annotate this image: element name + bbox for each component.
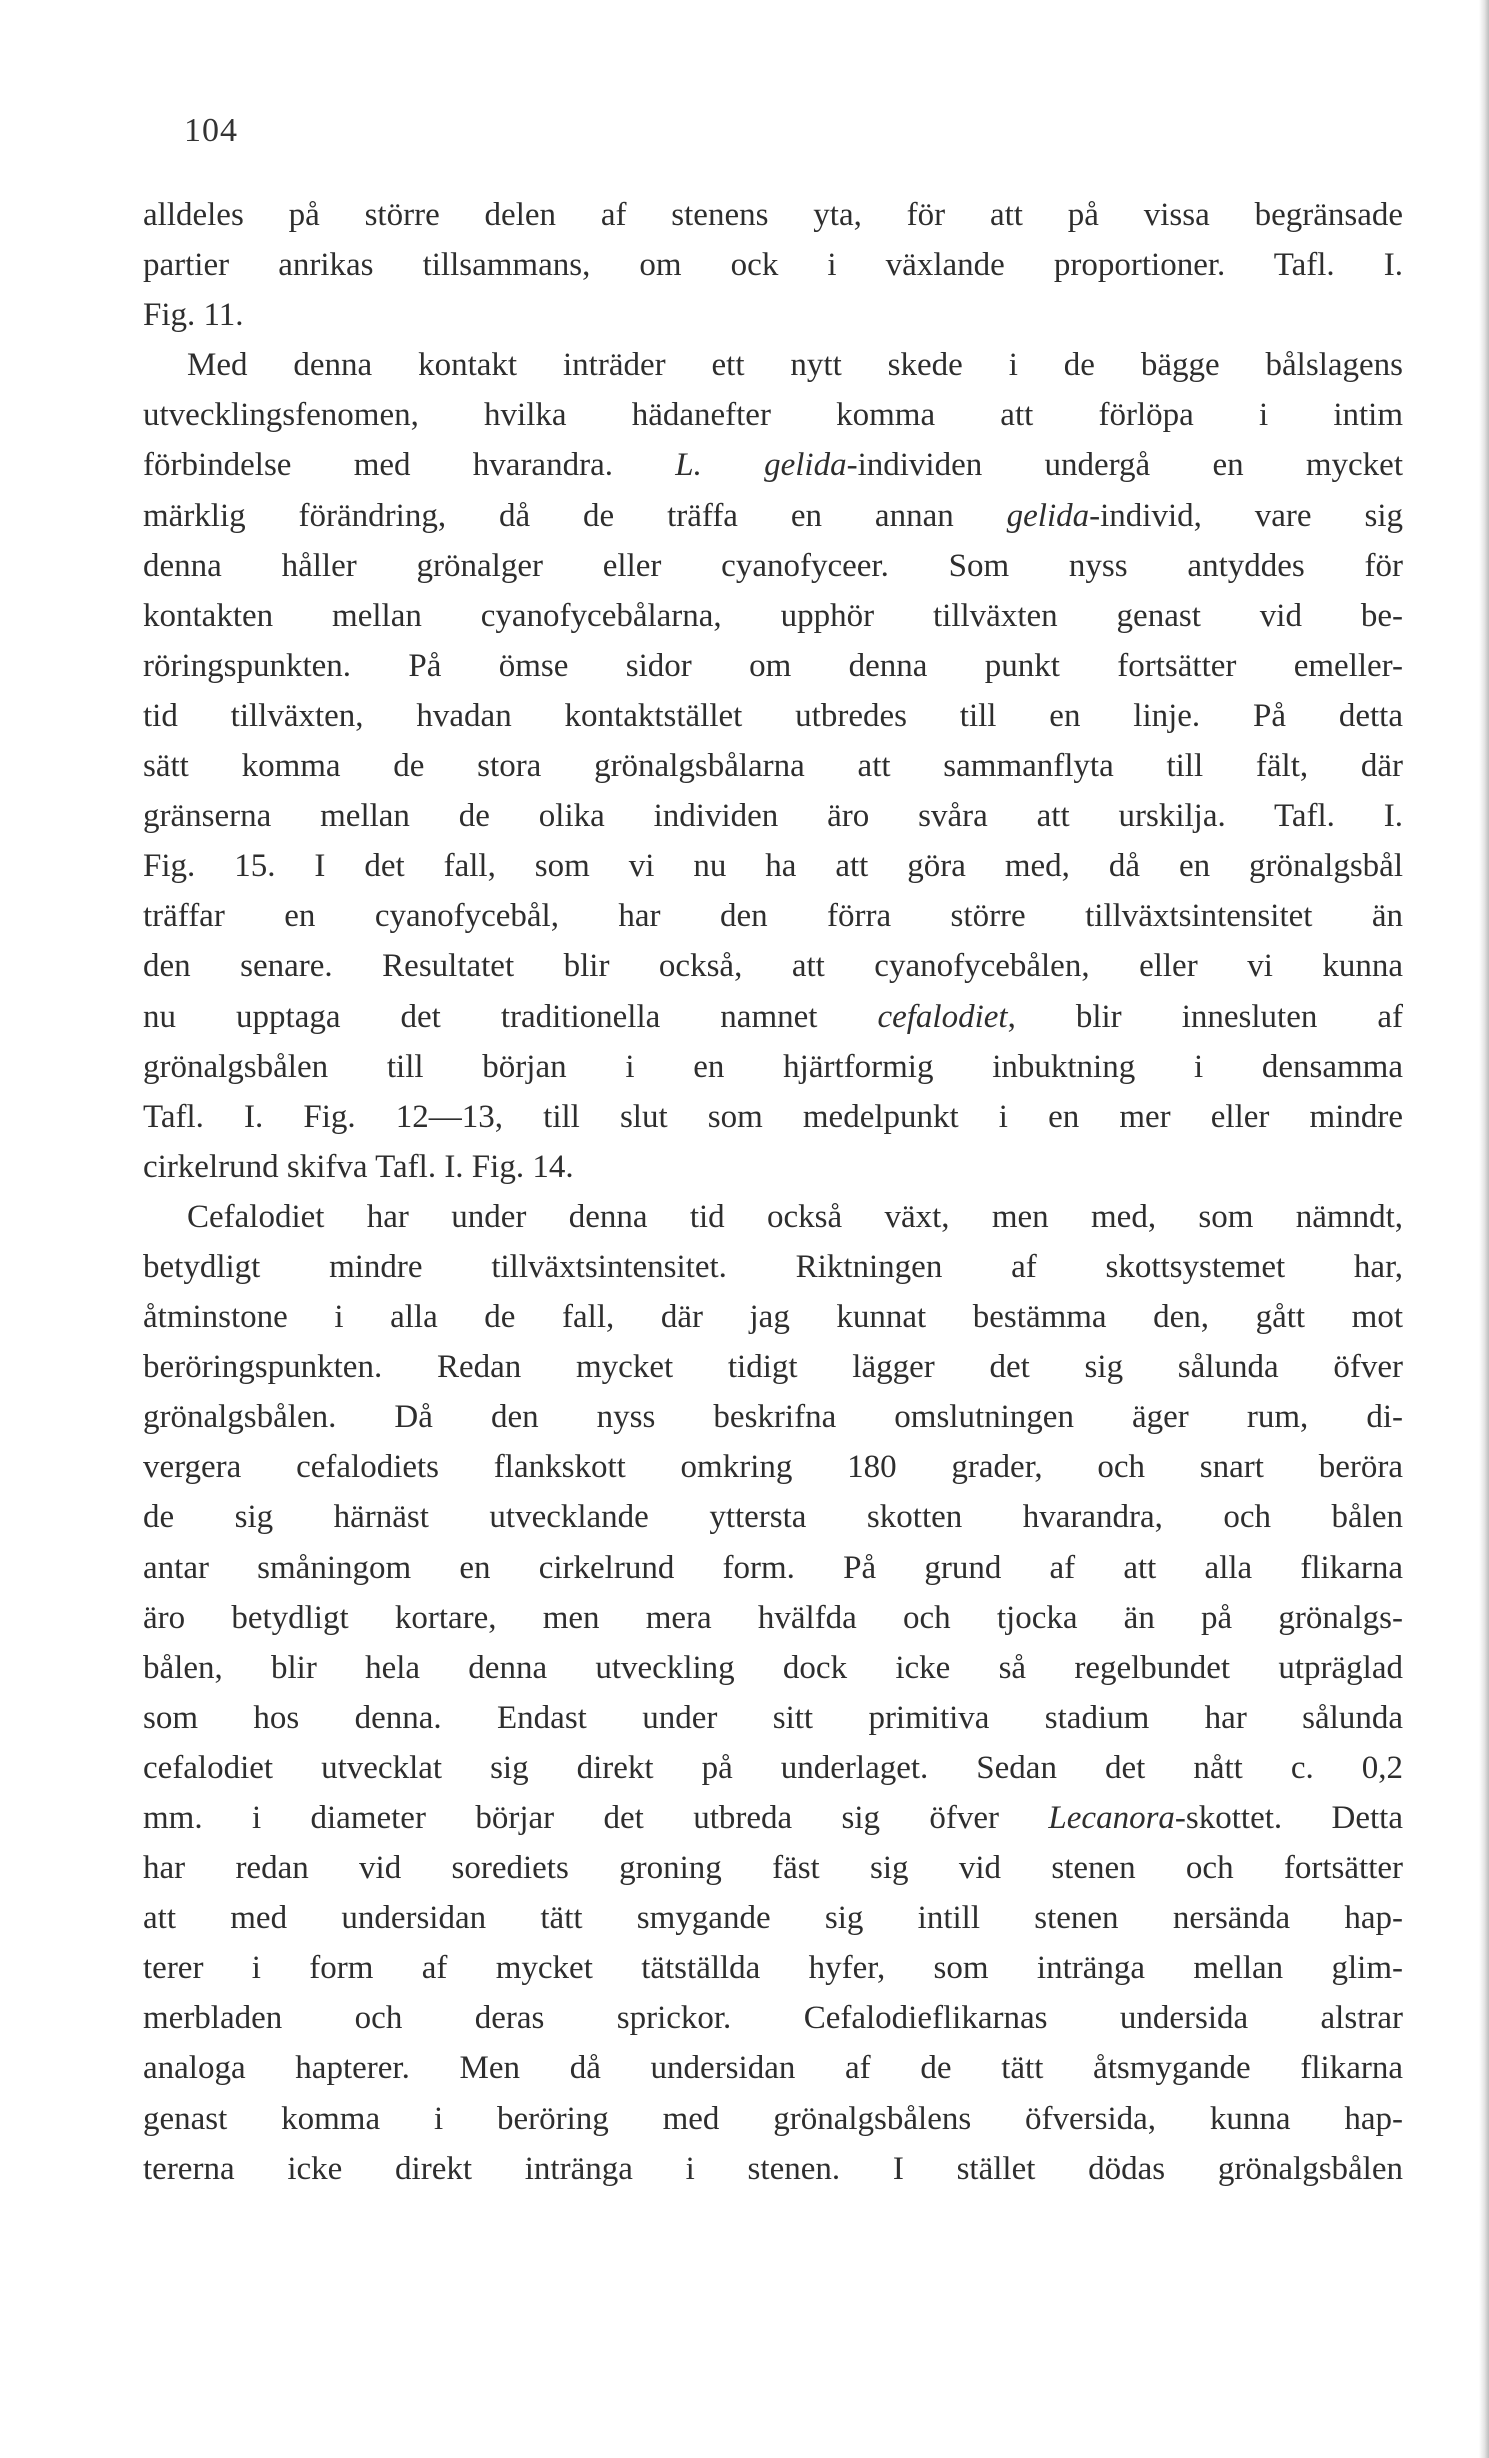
text-segment: genast komma i beröring med grönalgsbålens öfversida, kunna hap- [143, 2100, 1403, 2137]
text-segment: betydligt mindre tillväxtsintensitet. Riktningen af skottsystemet har, [143, 1248, 1403, 1285]
text-line [143, 1242, 1403, 1292]
text-line [143, 591, 1403, 641]
text-segment: förbindelse med hvarandra. [143, 447, 676, 484]
text-segment: Med denna kontakt inträder ett nytt skede i de bägge bålslagens [187, 347, 1403, 384]
text-line [143, 992, 1403, 1042]
text-line [143, 1042, 1403, 1092]
text-segment: åtminstone i alla de fall, där jag kunnat bestämma den, gått mot [143, 1299, 1403, 1336]
text-segment: -individ, vare sig [1089, 497, 1403, 534]
text-line [143, 1142, 1403, 1192]
text-segment: den senare. Resultatet blir också, att cyanofycebålen, eller vi kunna [143, 948, 1403, 985]
text-segment: grönalgsbålen till början i en hjärtformig inbuktning i densamma [143, 1048, 1403, 1085]
text-segment: Tafl. I. Fig. 12—13, till slut som medelpunkt i en mer eller mindre [143, 1098, 1403, 1135]
text-line [143, 1893, 1403, 1943]
text-segment: träffar en cyanofycebål, har den förra större tillväxtsintensitet än [143, 898, 1403, 935]
text-line [143, 190, 1403, 240]
text-segment: utvecklingsfenomen, hvilka hädanefter komma att förlöpa i intim [143, 397, 1403, 434]
text-segment: mm. i diameter börjar det utbreda sig öfver [143, 1800, 1049, 1836]
text-line [143, 240, 1403, 290]
text-segment: har redan vid sorediets groning fäst sig vid stenen och fortsätter [143, 1850, 1403, 1887]
text-segment: gränserna mellan de olika individen äro svåra att urskilja. Tafl. I. [143, 798, 1403, 835]
text-line [143, 1793, 1403, 1843]
text-segment: vergera cefalodiets flankskott omkring 180 grader, och snart beröra [143, 1449, 1403, 1486]
text-segment: cirkelrund skifva Tafl. I. Fig. 14. [143, 1148, 574, 1185]
text-segment: äro betydligt kortare, men mera hvälfda och tjocka än på grönalgs- [143, 1599, 1403, 1636]
text-line [143, 1943, 1403, 1993]
text-line [143, 1693, 1403, 1743]
text-line [143, 440, 1403, 490]
text-segment: grönalgsbålen. Då den nyss beskrifna omslutningen äger rum, di- [143, 1399, 1403, 1436]
text-line [143, 841, 1403, 891]
text-line [143, 691, 1403, 741]
text-line [143, 390, 1403, 440]
text-line [143, 541, 1403, 591]
text-segment: denna håller grönalger eller cyanofyceer. Som nyss antyddes för [143, 547, 1403, 584]
italic-term: cefalodiet [877, 998, 1008, 1035]
text-segment: cefalodiet utvecklat sig direkt på underlaget. Sedan det nått c. 0,2 [143, 1749, 1403, 1786]
text-line [143, 1543, 1403, 1593]
text-segment: analoga hapterer. Men då undersidan af de tätt åtsmygande flikarna [143, 2050, 1403, 2087]
text-segment: att med undersidan tätt smygande sig intill stenen nersända hap- [143, 1900, 1403, 1937]
italic-term: L. gelida [675, 447, 847, 484]
text-segment: kontakten mellan cyanofycebålarna, upphör tillväxten genast vid be- [143, 597, 1403, 634]
text-line [143, 791, 1403, 841]
text-segment: Fig. 15. I det fall, som vi nu ha att göra med, då en grönalgsbål [143, 848, 1403, 885]
text-line [143, 641, 1403, 691]
text-segment: de sig härnäst utvecklande yttersta skotten hvarandra, och bålen [143, 1499, 1403, 1536]
text-line [143, 1292, 1403, 1342]
text-segment: beröringspunkten. Redan mycket tidigt lägger det sig sålunda öfver [143, 1349, 1403, 1386]
text-line [143, 2043, 1403, 2093]
text-line [143, 491, 1403, 541]
text-segment: nu upptaga det traditionella namnet [143, 998, 878, 1035]
text-segment: terer i form af mycket tätställda hyfer, som intränga mellan glim- [143, 1950, 1403, 1987]
text-line [143, 290, 1403, 340]
text-segment: -individen undergå en mycket [846, 447, 1403, 484]
text-line [143, 1643, 1403, 1693]
text-segment: merbladen och deras sprickor. Cefalodieflikarnas undersida alstrar [143, 2000, 1403, 2037]
text-segment: märklig förändring, då de träffa en annan [143, 497, 1007, 534]
text-segment: Fig. 11. [143, 297, 244, 334]
page-edge-shadow [1479, 0, 1489, 2458]
text-line [143, 1342, 1403, 1392]
text-segment: antar småningom en cirkelrund form. På grund af att alla flikarna [143, 1549, 1403, 1586]
body-text [143, 190, 1403, 2194]
text-line [143, 1743, 1403, 1793]
italic-term: gelida [1006, 497, 1090, 534]
text-line [143, 2144, 1403, 2194]
italic-term: Lecanora [1048, 1800, 1175, 1836]
text-segment: sätt komma de stora grönalgsbålarna att sammanflyta till fält, där [143, 748, 1403, 785]
text-line [143, 1392, 1403, 1442]
text-line [143, 1492, 1403, 1542]
text-line [143, 2094, 1403, 2144]
text-line [143, 891, 1403, 941]
text-segment: bålen, blir hela denna utveckling dock icke så regelbundet utpräglad [143, 1649, 1403, 1686]
text-segment: alldeles på större delen af stenens yta, för att på vissa begränsade [143, 197, 1403, 233]
text-line [143, 1092, 1403, 1142]
text-line [143, 1442, 1403, 1492]
page-number: 104 [184, 112, 238, 149]
text-line [143, 340, 1403, 390]
text-segment: röringspunkten. På ömse sidor om denna punkt fortsätter emeller- [143, 647, 1403, 684]
text-line [143, 1593, 1403, 1643]
text-line [143, 1993, 1403, 2043]
text-line [143, 741, 1403, 791]
text-line [143, 1192, 1403, 1242]
text-segment: som hos denna. Endast under sitt primitiva stadium har sålunda [143, 1699, 1403, 1736]
text-segment: -skottet. Detta [1174, 1800, 1403, 1836]
text-line [143, 941, 1403, 991]
text-line [143, 1843, 1403, 1893]
text-segment: partier anrikas tillsammans, om ock i växlande proportioner. Tafl. I. [143, 247, 1403, 284]
text-segment: Cefalodiet har under denna tid också växt, men med, som nämndt, [187, 1198, 1403, 1235]
text-segment: tid tillväxten, hvadan kontaktstället utbredes till en linje. På detta [143, 697, 1403, 734]
text-segment: , blir innesluten af [1007, 998, 1403, 1035]
text-segment: tererna icke direkt inträngа i stenen. I stället dödas grönalgsbålen [143, 2150, 1403, 2187]
